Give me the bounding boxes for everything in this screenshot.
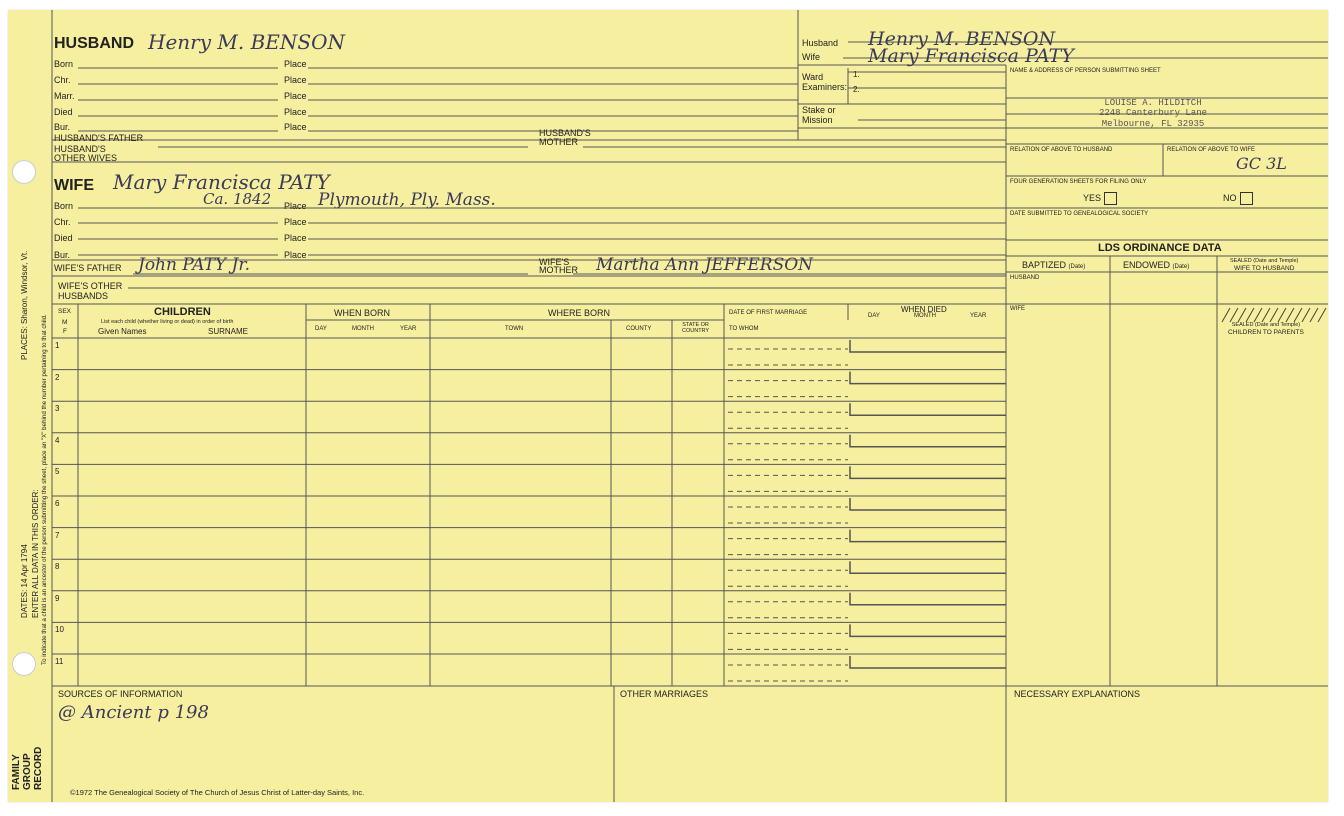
when-born-heading: WHEN BORN [334, 308, 390, 318]
side-title-record: RECORD [33, 746, 44, 790]
died-bracket [850, 340, 1006, 352]
died-bracket [850, 530, 1006, 542]
wifes-mother-label-2: MOTHER [539, 265, 578, 275]
endowed-label [1123, 261, 1189, 270]
died-bracket [850, 624, 1006, 636]
to-whom-label: TO WHOM [729, 326, 759, 332]
wifes-mother-label-1: WIFE'S [539, 257, 570, 267]
husband-born-place-label: Place [284, 59, 307, 69]
died-day-label: DAY [868, 313, 880, 319]
yes-checkbox[interactable] [1104, 192, 1117, 205]
surname-label: SURNAME [208, 327, 249, 336]
r-wife-label: Wife [802, 52, 820, 62]
husband-marr-label: Marr. [54, 91, 75, 101]
endowed-date-label: (Date) [1172, 264, 1190, 270]
wife-died-place-label: Place [284, 233, 307, 243]
side-instruction-1: ENTER ALL DATA IN THIS ORDER: [31, 489, 40, 618]
ward-label: Ward [802, 72, 824, 82]
sealed-wife-line2: WIFE TO HUSBAND [1233, 265, 1295, 273]
state-country-label [682, 322, 709, 334]
r-husband-name-entry: Henry M. BENSON [868, 28, 1056, 50]
child-number: 1 [55, 341, 60, 350]
husband-born-label: Born [54, 59, 74, 69]
wife-born-place-entry: Plymouth, Ply. Mass. [318, 190, 496, 210]
husbands-mother-label-1: HUSBAND'S [539, 128, 591, 138]
children-note: List each child (whether living or dead) in order of birth [101, 319, 234, 325]
binder-hole [12, 160, 36, 184]
child-number: 8 [55, 562, 60, 572]
binder-hole [12, 652, 36, 676]
where-born-heading: WHERE BORN [548, 308, 611, 318]
sources-label: SOURCES OF INFORMATION [58, 689, 183, 699]
four-gen-label: FOUR GENERATION SHEETS FOR FILING ONLY [1010, 179, 1147, 185]
wifes-father-entry: John PATY Jr. [138, 255, 251, 275]
born-year-label: YEAR [400, 326, 417, 332]
when-died-heading: WHEN DIED [901, 305, 947, 314]
child-number: 6 [55, 499, 60, 508]
child-number: 2 [55, 372, 60, 382]
husband-bur-place-label: Place [284, 122, 307, 132]
sealed-children-label [1228, 322, 1304, 338]
husbands-other-wives-label-2: OTHER WIVES [54, 153, 118, 163]
mission-label: Mission [802, 115, 833, 125]
husbands-mother-label-2: MOTHER [539, 137, 578, 147]
born-month-label: MONTH [352, 326, 374, 332]
died-bracket [850, 372, 1006, 384]
husband-died-label: Died [54, 107, 73, 117]
died-bracket [850, 466, 1006, 478]
rel-wife-label: RELATION OF ABOVE TO WIFE [1167, 147, 1256, 153]
other-marriages-label: OTHER MARRIAGES [620, 689, 709, 699]
rel-husband-label: RELATION OF ABOVE TO HUSBAND [1010, 147, 1113, 153]
state-label: STATE OR [682, 322, 709, 328]
wifes-other-label-1: WIFE'S OTHER [58, 281, 123, 291]
submitter-city: Melbourne, FL 32935 [1101, 118, 1205, 129]
submitter-stamp [1078, 98, 1228, 129]
wife-born-entry: Ca. 1842 [203, 190, 272, 208]
submitter-name: LOUISE A. HILDITCH [1104, 98, 1202, 108]
wife-bur-label: Bur. [54, 250, 71, 260]
husband-bur-label: Bur. [54, 122, 71, 132]
wife-born-place-label: Place [284, 201, 307, 211]
examiner-1-label: 1. [853, 70, 860, 79]
county-label: COUNTY [626, 326, 652, 332]
husband-died-place-label: Place [284, 107, 307, 117]
wifes-other-label-2: HUSBANDS [58, 291, 109, 301]
child-number: 11 [55, 657, 64, 666]
died-year-label: YEAR [970, 313, 987, 319]
date-submitted-label: DATE SUBMITTED TO GENEALOGICAL SOCIETY [1010, 211, 1149, 217]
wife-bur-place-label: Place [284, 250, 307, 260]
sealed-wife-label [1230, 258, 1298, 274]
necessary-explanations-label: NECESSARY EXPLANATIONS [1014, 689, 1141, 699]
side-instruction-dates: DATES: 14 Apr 1794 [20, 544, 29, 618]
family-group-record-sheet [8, 10, 1328, 802]
sealed-wife-line1: SEALED (Date and Temple) [1230, 258, 1299, 264]
lds-heading: LDS ORDINANCE DATA [1098, 242, 1222, 254]
baptized-date-label: (Date) [1068, 264, 1086, 270]
endowed-text: ENDOWED [1123, 260, 1170, 270]
husbands-other-wives-label-1: HUSBAND'S [54, 144, 106, 154]
died-bracket [850, 656, 1006, 668]
town-label: TOWN [505, 326, 524, 332]
husband-marr-place-label: Place [284, 91, 307, 101]
r-wife-name-entry: Mary Francisca PATY [868, 45, 1074, 67]
child-number: 3 [55, 404, 60, 414]
examiners-label: Examiners: [802, 82, 848, 92]
country-label: COUNTRY [682, 328, 710, 335]
stake-label: Stake or [802, 105, 836, 115]
child-number: 4 [55, 435, 60, 445]
yes-option [1083, 192, 1117, 205]
r-husband-label: Husband [802, 38, 839, 48]
examiner-2-label: 2. [853, 85, 860, 94]
wife-died-label: Died [54, 233, 73, 243]
no-option [1223, 192, 1253, 205]
died-bracket [850, 498, 1006, 510]
husband-name-entry: Henry M. BENSON [148, 30, 345, 54]
side-instruction-ancestor: To indicate that a child is an ancestor of the person submitting the sheet, place an "X" behind the number pertaining to that child. [41, 314, 48, 665]
wife-chr-label: Chr. [54, 217, 71, 227]
child-number: 7 [55, 530, 60, 540]
no-checkbox[interactable] [1240, 192, 1253, 205]
husbands-father-label: HUSBAND'S FATHER [54, 133, 144, 143]
copyright-notice: ©1972 The Genealogical Society of The Church of Jesus Christ of Latter-day Saints, Inc. [70, 788, 365, 797]
wifes-father-label: WIFE'S FATHER [54, 263, 122, 273]
first-marriage-label: DATE OF FIRST MARRIAGE [729, 310, 808, 316]
child-number: 9 [55, 593, 60, 603]
died-month-label: MONTH [914, 313, 936, 319]
husband-chr-label: Chr. [54, 75, 71, 85]
wife-chr-place-label: Place [284, 217, 307, 227]
lds-husband-label: HUSBAND [1010, 275, 1040, 281]
yes-label: YES [1083, 192, 1102, 203]
died-bracket [850, 403, 1006, 415]
wife-name-entry: Mary Francisca PATY [113, 170, 330, 194]
no-label: NO [1223, 192, 1237, 203]
side-instruction-places: PLACES: Sharon, Windsor, Vt. [20, 250, 29, 360]
side-title-family: FAMILY [11, 754, 22, 790]
child-number: 5 [55, 467, 60, 477]
husband-heading: HUSBAND [54, 35, 134, 52]
died-bracket [850, 593, 1006, 605]
died-bracket [850, 561, 1006, 573]
born-day-label: DAY [315, 326, 327, 332]
child-number: 10 [55, 625, 64, 635]
husband-chr-place-label: Place [284, 75, 307, 85]
wife-born-label: Born [54, 201, 74, 211]
name-address-label: NAME & ADDRESS OF PERSON SUBMITTING SHEET [1010, 68, 1161, 74]
baptized-label [1022, 261, 1085, 270]
rel-wife-entry: GC 3L [1236, 154, 1287, 173]
baptized-text: BAPTIZED [1022, 260, 1067, 270]
lds-wife-label: WIFE [1010, 306, 1025, 312]
side-title-group: GROUP [22, 753, 33, 790]
died-bracket [850, 435, 1006, 447]
wifes-mother-entry: Martha Ann JEFFERSON [596, 255, 814, 275]
sex-label: SEX [58, 308, 72, 315]
sealed-children-line2: CHILDREN TO PARENTS [1228, 329, 1304, 337]
sources-entry: @ Ancient p 198 [58, 702, 209, 723]
given-names-label: Given Names [98, 327, 147, 336]
submitter-street: 2248 Canterbury Lane [1098, 108, 1208, 119]
m-label: M [62, 319, 68, 326]
children-heading: CHILDREN [154, 306, 211, 318]
f-label: F [63, 328, 67, 335]
wife-heading: WIFE [54, 177, 94, 194]
sealed-children-line1: SEALED (Date and Temple) [1231, 322, 1301, 328]
